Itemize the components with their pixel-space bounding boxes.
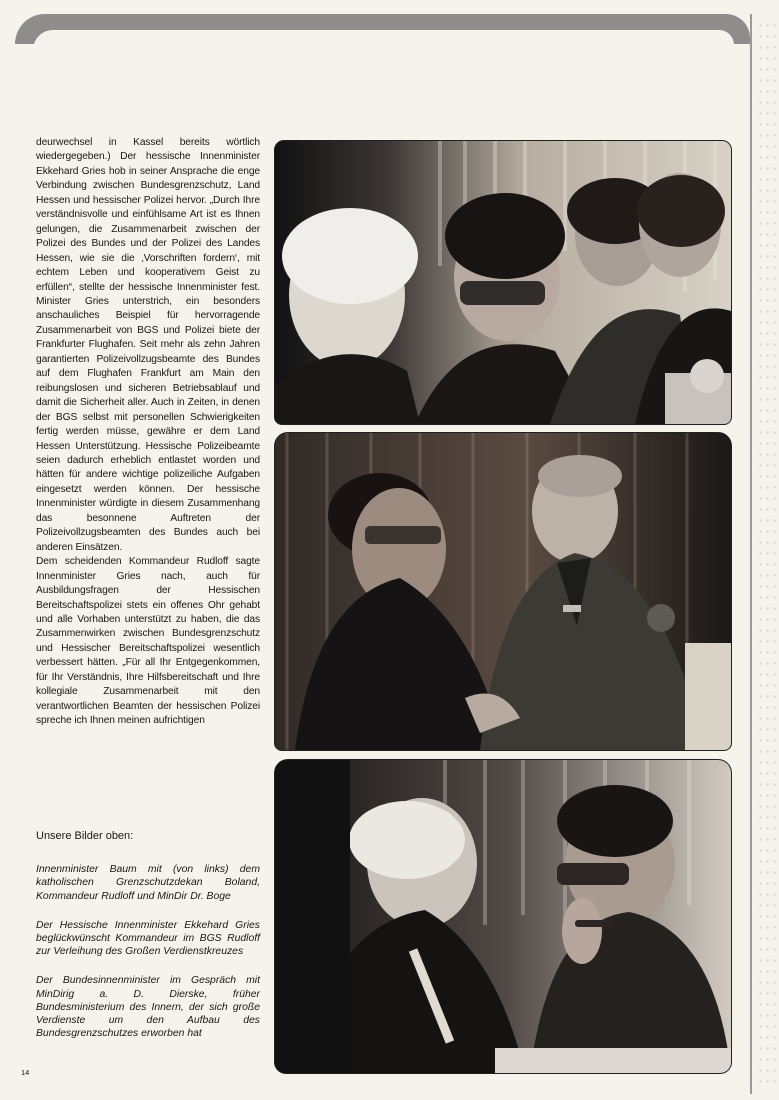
photo-handshake-illustration (275, 433, 731, 750)
article-paragraph-1: deurwechsel in Kassel bereits wörtlich wiedergegeben.) Der hessische Innenminister Ekkehard Gries hob in seiner Ansprache die enge Verbindung zwischen Bundesgrenzschutz, Land Hessen und hessischer Polizei hervor. „Durch Ihre verständnisvolle und einfühlsame Art ist es Ihnen gelungen, die Zusammenarbeit zwischen der Polizei des Bundes und der Polizei des Landes Hessen, wie sie die ‚Vorschriften fordern‘, mit echtem Leben und kooperativem Geist zu erfüllen“, stellte der hessische Innenminister fest. Minister Gries unterstrich, ein besonders anschauliches Beispiel für hervorragende Zusammenarbeit von BGS und Polizei biete der Frankfurter Flughafen. Seit mehr als zehn Jahren garantierten Polizeivollzugsbeamte des Bundes auf dem Flughafen Frankfurt am Main den reibungslosen und sicheren Betriebsablauf und damit die Sicherheit aller. Auch in Zeiten, in denen der BGS selbst mit personellen Schwierigkeiten fertig werden müsse, gewähre er dem Land Hessen Unterstützung. Hessische Polizeibeamte seien dadurch erheblich entlastet worden und hätten für andere wichtige polizeiliche Aufgaben eingesetzt werden können. Der hessische Innenminister würdigte in diesem Zusammenhang das besonnene Auftreten der Polizeivollzugsbeamten des Bundes auch bei anderen Einsätzen. (36, 137, 260, 553)
caption-photo-1: Innenminister Baum mit (von links) dem katholischen Grenzschutzdekan Boland, Kommandeur Rudloff und MinDir Dr. Boge (36, 864, 260, 902)
scanned-margin-texture (757, 20, 777, 1090)
captions-heading: Unsere Bilder oben: (36, 830, 134, 842)
photo-meeting-table-illustration (275, 141, 731, 424)
caption-photo-2: Der Hessische Innenminister Ekkehard Gries beglückwünscht Kommandeur im BGS Rudloff zur Verleihung des Großen Verdienstkreuzes (36, 919, 260, 958)
photo-handshake (274, 432, 732, 751)
article-body (36, 136, 260, 729)
article-paragraph-2: Dem scheidenden Kommandeur Rudloff sagte Innenminister Gries nach, auch für Ausbildungsfragen der Hessischen Bereitschaftspolizei stets ein offenes Ohr gehabt und alle Vorhaben unterstützt zu haben, die das Zusammenwirken zwischen Bundesgrenzschutz und Hessischer Bereitschaftspolizei wesentlich verbessert hätten. „Für all Ihr Entgegenkommen, für Ihr Verständnis, Ihre Hilfsbereitschaft und Ihre kollegiale Zusammenarbeit mit den verantwortlichen Beamten der hessischen Polizei spreche ich Ihnen meinen aufrichtigen (36, 556, 260, 727)
photo-captions (36, 830, 260, 1056)
page-number: 14 (21, 1068, 30, 1077)
photo-meeting-table (274, 140, 732, 425)
photo-conversation (274, 759, 732, 1074)
photo-conversation-illustration (275, 760, 731, 1073)
page-header-band (15, 14, 750, 44)
caption-photo-3: Der Bundesinnenminister im Gespräch mit MinDirig a. D. Dierske, früher Bundesministerium des Innern, der sich große Verdienste um den Aufbau des Bundesgrenzschutzes erworben hat (36, 975, 260, 1040)
